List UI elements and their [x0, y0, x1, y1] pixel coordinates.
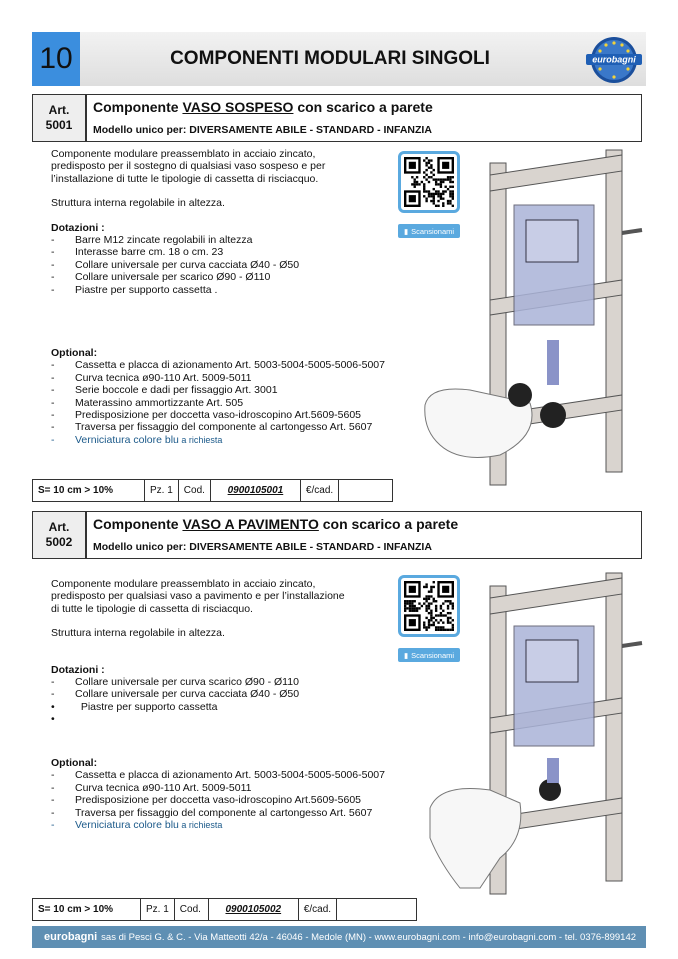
list-item: - Curva tecnica ø90-110 Art. 5009-5011 — [51, 371, 252, 384]
frame-illustration — [420, 568, 645, 898]
product-code: 0900105001 — [210, 480, 300, 502]
optional-list — [51, 347, 431, 446]
product-title-box — [86, 94, 642, 142]
dotazioni-title: Dotazioni : — [51, 221, 105, 234]
price-cell — [337, 899, 417, 921]
list-item: - Materassino ammortizzante Art. 505 — [51, 396, 244, 409]
article-number: 5002 — [45, 535, 73, 549]
cod-label-cell: Cod. — [174, 899, 208, 921]
size-cell: S= 10 cm > 10% — [33, 480, 145, 502]
list-item: - Collare universale per curva cacciata Ø40 - Ø50 — [51, 688, 300, 701]
list-item: - Collare universale per curva cacciata Ø40 - Ø50 — [51, 258, 300, 271]
list-item: - Collare universale per curva scarico Ø90 - Ø110 — [51, 676, 299, 689]
article-box-5002 — [32, 511, 86, 559]
list-item: - Cassetta e placca di azionamento Art. 5003-5004-5005-5006-5007 — [51, 359, 385, 372]
optional-list — [51, 757, 431, 831]
list-item: - Verniciatura colore blu a richiesta — [51, 819, 223, 832]
quantity-cell: Pz. 1 — [145, 480, 179, 502]
product-subtitle: Modello unico per: DIVERSAMENTE ABILE - STANDARD - INFANZIA — [93, 124, 432, 136]
list-item: • Piastre per supporto cassetta — [51, 700, 218, 713]
page-number: 10 — [32, 32, 80, 86]
list-item: - Traversa per fissaggio del componente al cartongesso Art. 5607 — [51, 421, 373, 434]
dotazioni-title: Dotazioni : — [51, 663, 105, 676]
size-cell: S= 10 cm > 10% — [33, 899, 141, 921]
scan-button[interactable]: ▮ Scansionami — [398, 224, 460, 238]
list-item: - Predisposizione per doccetta vaso-idroscopino Art.5609-5605 — [51, 409, 362, 422]
price-cell — [339, 480, 393, 502]
list-item: - Barre M12 zincate regolabili in altezza — [51, 234, 253, 247]
optional-title: Optional: — [51, 347, 98, 359]
optional-title: Optional: — [51, 757, 98, 769]
adjust-note: Struttura interna regolabile in altezza. — [51, 197, 225, 210]
article-box-5001 — [32, 94, 86, 142]
article-label: Art. — [48, 520, 70, 534]
list-item: - Cassetta e placca di azionamento Art. 5003-5004-5005-5006-5007 — [51, 769, 385, 782]
product-description: Componente modulare preassemblato in acciaio zincato, predisposto per qualsiasi vaso a pavimento e per l’installazione di tutte le tipologie di cassetta di risciacquo. Struttura interna regolabile in altezza. Dotazioni : - Collare universale per curva scarico Ø90 - Ø110 - Collare universale per curva cacciata Ø40 - Ø50 • Piastre per supporto cassetta • — [51, 578, 421, 726]
cod-label-cell: Cod. — [178, 480, 210, 502]
list-item: - Piastre per supporto cassetta . — [51, 283, 218, 296]
product-title: Componente VASO A PAVIMENTO con scarico a parete — [93, 516, 459, 532]
price-table — [32, 479, 393, 502]
article-number: 5001 — [45, 118, 73, 132]
eurobagni-logo — [584, 36, 644, 84]
adjust-note: Struttura interna regolabile in altezza. — [51, 627, 225, 640]
list-item: - Collare universale per scarico Ø90 - Ø110 — [51, 271, 271, 284]
footer-brand: eurobagni — [44, 931, 98, 943]
article-label: Art. — [48, 103, 70, 117]
product-title-box — [86, 511, 642, 559]
list-item: - Interasse barre cm. 18 o cm. 23 — [51, 246, 224, 259]
frame-illustration — [420, 145, 645, 495]
quantity-cell: Pz. 1 — [141, 899, 175, 921]
svg-text:eurobagni: eurobagni — [592, 54, 636, 65]
list-item: - Traversa per fissaggio del componente al cartongesso Art. 5607 — [51, 806, 373, 819]
product-title: Componente VASO SOSPESO con scarico a parete — [93, 99, 433, 115]
unit-cell: €/cad. — [298, 899, 336, 921]
scan-button[interactable]: ▮ Scansionami — [398, 648, 460, 662]
price-table — [32, 898, 417, 921]
list-item: - Verniciatura colore blu a richiesta — [51, 433, 223, 446]
unit-cell: €/cad. — [300, 480, 338, 502]
product-description: Componente modulare preassemblato in acciaio zincato, predisposto per il sostegno di qualsiasi vaso sospeso e per l’installazione di tutte le tipologie di cassetta di risciacquo. Struttura interna regolabile in altezza. Dotazioni : - Barre M12 zincate regolabili in altezza - Interasse barre cm. 18 o cm. 23 - Collare universale per curva cacciata Ø40 - Ø50 - Collare universale per scarico Ø90 - Ø110 - Piastre per supporto cassetta . — [51, 148, 421, 296]
list-item: • — [51, 713, 55, 726]
list-item: - Curva tecnica ø90-110 Art. 5009-5011 — [51, 781, 252, 794]
footer-text: sas di Pesci G. & C. - Via Matteotti 42/a - 46046 - Medole (MN) - www.eurobagni.com - info@eurobagni.com - tel. 0376-899142 — [101, 931, 637, 943]
page-footer — [32, 926, 646, 948]
product-subtitle: Modello unico per: DIVERSAMENTE ABILE - STANDARD - INFANZIA — [93, 541, 432, 553]
page-title: COMPONENTI MODULARI SINGOLI — [170, 48, 490, 69]
list-item: - Serie boccole e dadi per fissaggio Art. 3001 — [51, 384, 278, 397]
list-item: - Predisposizione per doccetta vaso-idroscopino Art.5609-5605 — [51, 794, 362, 807]
product-code: 0900105002 — [208, 899, 298, 921]
